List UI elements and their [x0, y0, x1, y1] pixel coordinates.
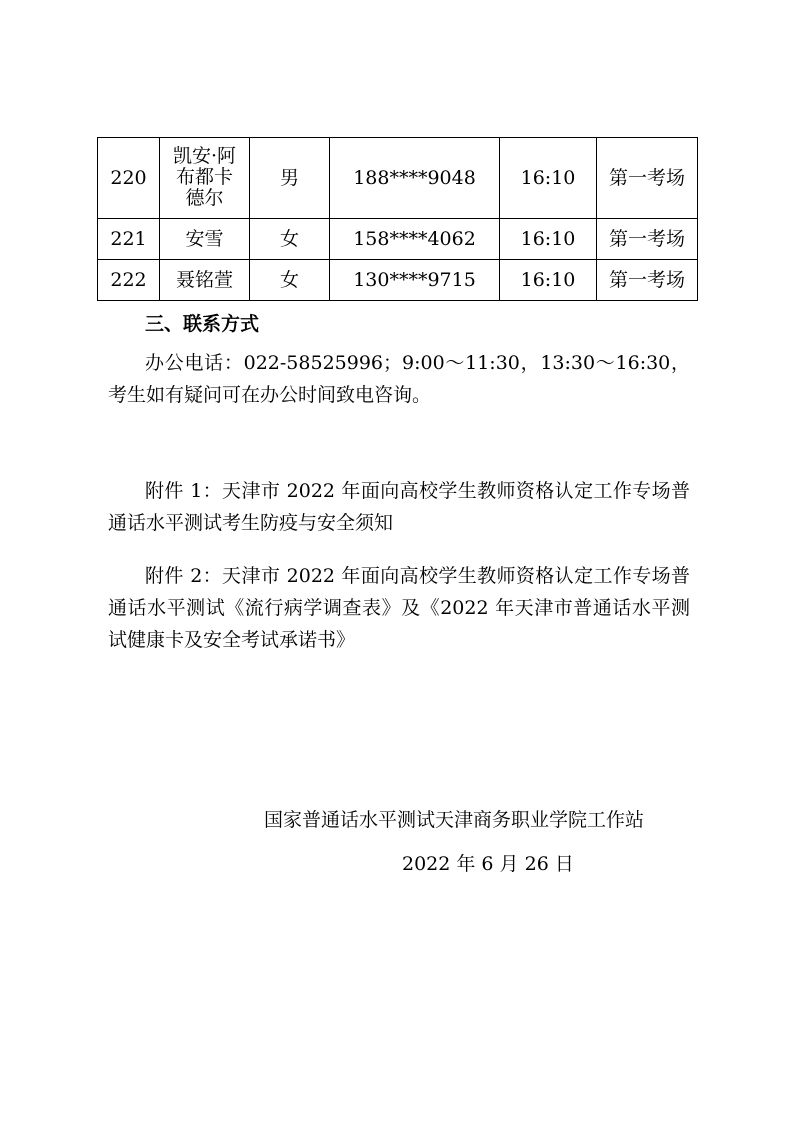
cell-room: 第一考场 [597, 260, 698, 301]
attachment-1: 附件 1：天津市 2022 年面向高校学生教师资格认定工作专场普通话水平测试考生防疫与安全须知 [108, 480, 690, 534]
table-row [98, 138, 698, 219]
signature-organization: 国家普通话水平测试天津商务职业学院工作站 [264, 809, 645, 831]
cell-number: 222 [98, 260, 160, 301]
cell-gender: 男 [250, 138, 330, 219]
cell-phone: 158****4062 [330, 219, 500, 260]
cell-gender: 女 [250, 219, 330, 260]
cell-time: 16:10 [500, 219, 597, 260]
table-row [98, 260, 698, 301]
cell-room: 第一考场 [597, 138, 698, 219]
cell-name: 安雪 [160, 219, 250, 260]
cell-number: 221 [98, 219, 160, 260]
cell-time: 16:10 [500, 260, 597, 301]
cell-name: 聂铭萱 [160, 260, 250, 301]
cell-phone: 188****9048 [330, 138, 500, 219]
signature-date: 2022 年 6 月 26 日 [402, 853, 574, 875]
contact-paragraph: 办公电话：022-58525996；9:00～11:30，13:30～16:30，考生如有疑问可在办公时间致电咨询。 [108, 352, 690, 406]
candidate-table [97, 137, 698, 301]
attachment-2: 附件 2：天津市 2022 年面向高校学生教师资格认定工作专场普通话水平测试《流行病学调查表》及《2022 年天津市普通话水平测试健康卡及安全考试承诺书》 [108, 565, 690, 651]
cell-phone: 130****9715 [330, 260, 500, 301]
cell-number: 220 [98, 138, 160, 219]
table-row [98, 219, 698, 260]
cell-name [160, 138, 250, 219]
section-heading-contact: 三、联系方式 [145, 313, 260, 335]
cell-gender: 女 [250, 260, 330, 301]
cell-room: 第一考场 [597, 219, 698, 260]
cell-time: 16:10 [500, 138, 597, 219]
candidate-name: 凯安·阿布都卡德尔 [172, 145, 237, 209]
